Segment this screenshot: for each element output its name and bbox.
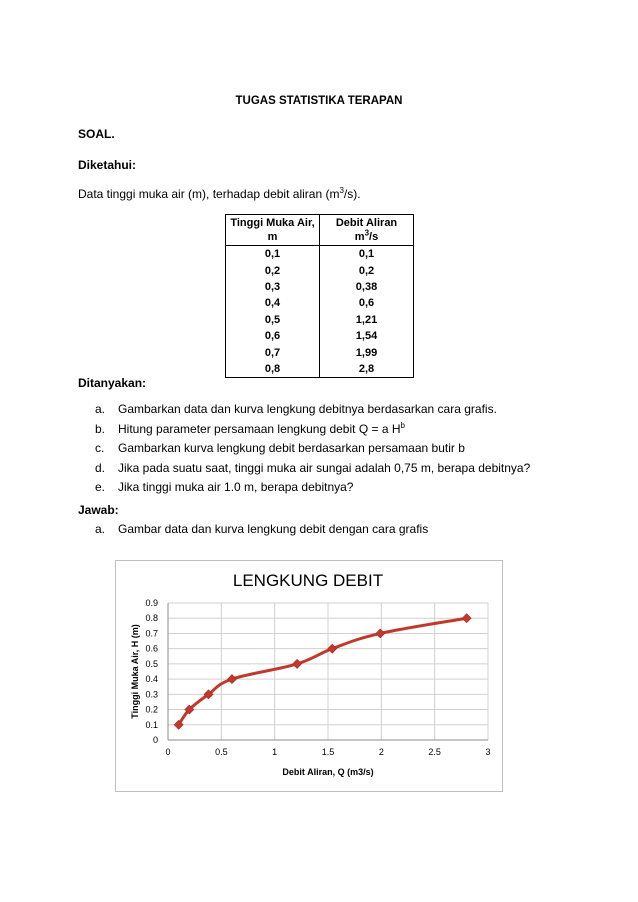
table-row [226,295,414,311]
chart-frame [115,560,503,792]
table-header-discharge-line2 [324,230,409,244]
table-cell-height: 0,3 [226,279,320,295]
x-tick-label: 0.5 [215,747,228,757]
intro-text-sup: 3 [339,186,344,195]
table-cell-discharge: 1,54 [320,328,414,344]
table-row [226,344,414,360]
table-cell-height: 0,4 [226,295,320,311]
data-table [225,214,414,378]
question-text-sup: b [400,420,405,430]
list-marker: a. [95,402,106,416]
table-header-discharge [320,215,414,246]
table-row [226,312,414,328]
intro-text [78,187,361,201]
data-point [228,675,237,684]
list-marker: a. [95,522,106,536]
table-header-discharge-unit: m [354,231,365,243]
y-tick-label: 0.7 [145,628,158,639]
series-line [179,618,467,725]
answer-item-a [78,522,428,536]
y-tick-label: 0.9 [145,598,158,608]
table-cell-height: 0,6 [226,328,320,344]
x-axis-label: Debit Aliran, Q (m3/s) [282,767,374,777]
question-text [118,420,405,440]
list-item [78,420,530,440]
table-header-height [226,215,320,246]
table-row [226,279,414,295]
x-tick-label: 3 [485,747,491,757]
table-cell-discharge: 1,21 [320,312,414,328]
table-header-discharge-line1: Debit Aliran [335,217,398,229]
chart-title: LENGKUNG DEBIT [232,571,384,590]
x-tick-label: 2.5 [428,747,441,757]
intro-text-end: /s). [343,187,361,201]
y-tick-label: 0.5 [145,658,158,669]
table-row [226,246,414,263]
table-cell-discharge: 0,38 [320,279,414,295]
question-text: Jika tinggi muka air 1.0 m, berapa debitnya? [118,480,354,494]
list-item [78,459,530,479]
y-tick-label: 0.1 [145,719,158,730]
data-point [328,644,337,653]
table-cell-discharge: 0,2 [320,262,414,278]
x-tick-label: 2 [378,747,384,757]
table-row [226,328,414,344]
y-tick-label: 0.8 [145,613,158,624]
data-point [462,614,471,623]
table-cell-height: 0,1 [226,246,320,263]
y-tick-label: 0.6 [145,643,158,654]
list-item [78,439,530,459]
list-marker: b. [95,421,106,436]
table-header-height-line1: Tinggi Muka Air, [230,217,315,229]
question-list [78,400,530,498]
x-tick-label: 1.5 [321,747,335,757]
table-cell-height: 0,7 [226,344,320,360]
list-item [78,478,530,498]
table-cell-discharge: 0,6 [320,295,414,311]
given-heading: Diketahui: [78,158,137,172]
question-text: Gambarkan data dan kurva lengkung debitnya berdasarkan cara grafis. [118,402,497,416]
y-tick-label: 0.3 [145,689,158,700]
table-cell-height: 0,5 [226,312,320,328]
data-point [376,629,385,638]
list-marker: d. [95,460,106,475]
y-axis-label: Tinggi Muka Air, H (m) [130,624,140,719]
table-row [226,262,414,278]
question-text-main: Hitung parameter persamaan lengkung debit Q = a H [118,421,401,436]
section-heading: SOAL. [78,127,115,141]
table-cell-height: 0,2 [226,262,320,278]
list-marker: c. [95,441,105,455]
table-header-discharge-sup: 3 [364,228,370,238]
x-tick-label: 1 [272,747,278,757]
question-text: Gambarkan kurva lengkung debit berdasarkan persamaan butir b [118,441,465,455]
y-tick-label: 0 [152,735,158,745]
list-marker: e. [95,480,106,494]
table-cell-discharge: 1,99 [320,344,414,360]
asked-heading: Ditanyakan: [78,376,147,390]
table-header-height-line2: m [267,231,278,243]
table-header-discharge-unit-end: /s [369,231,379,243]
answer-heading: Jawab: [78,503,119,517]
x-tick-label: 0 [165,747,171,757]
y-tick-label: 0.4 [145,674,158,685]
table-cell-discharge: 2,8 [320,361,414,378]
answer-text: Gambar data dan kurva lengkung debit dengan cara grafis [118,522,429,536]
intro-text-main: Data tinggi muka air (m), terhadap debit aliran (m [78,187,340,201]
data-point [293,659,302,668]
question-text: Jika pada suatu saat, tinggi muka air sungai adalah 0,75 m, berapa debitnya? [118,460,531,475]
y-tick-label: 0.2 [145,704,158,715]
list-item [78,400,530,420]
table-row [226,361,414,378]
table-cell-discharge: 0,1 [320,246,414,263]
table-cell-height: 0,8 [226,361,320,378]
rating-curve-chart [116,561,502,791]
document-title: TUGAS STATISTIKA TERAPAN [235,95,403,107]
